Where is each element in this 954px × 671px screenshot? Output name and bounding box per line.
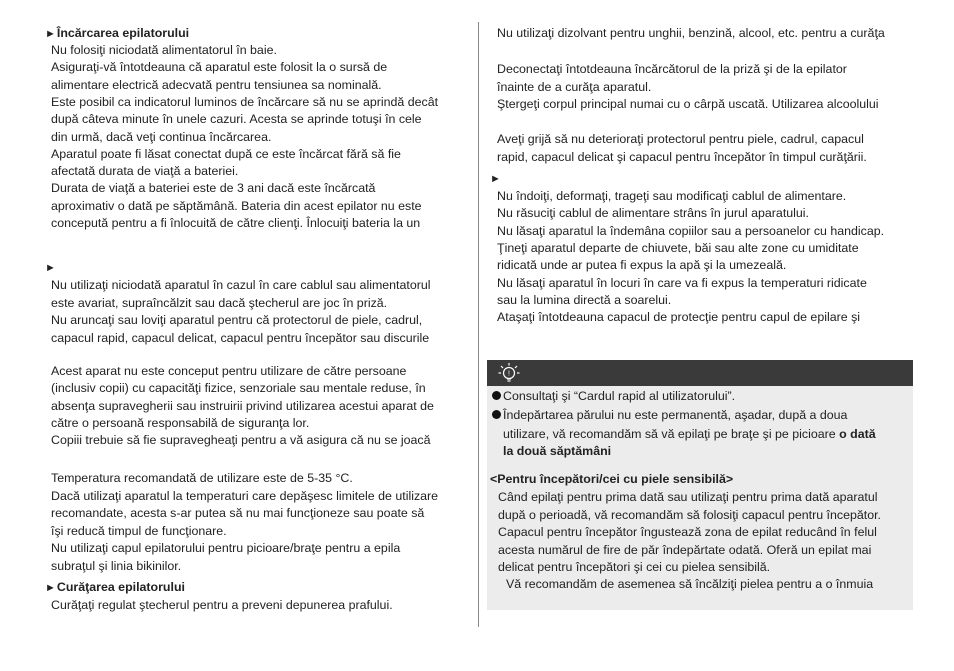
triangle-bullet-icon: ► <box>45 262 56 274</box>
bullet-dot-icon <box>492 391 501 400</box>
tip-last-line: Vă recomandăm de asemenea să încălziţi pielea pentru a o înmuia <box>506 577 874 591</box>
text-line: Când epilaţi pentru prima dată sau utilizaţi pentru prima dată aparatul <box>498 490 878 504</box>
text-line: Temperatura recomandată de utilizare este de 5-35 °C. <box>51 471 353 485</box>
text-line: Nu îndoiţi, deformaţi, trageţi sau modificaţi cablul de alimentare. <box>497 189 847 203</box>
svg-text:!: ! <box>508 370 510 378</box>
text-line: către o persoană responsabilă de siguranţa lor. <box>51 415 310 430</box>
text-line: acesta numărul de fire de păr îndepărtate odată. Oferă un epilat mai <box>498 542 872 557</box>
text-line: înainte de a curăţa aparatul. <box>497 79 652 94</box>
text-line: după o perioadă, vă recomandăm să folosiţi capacul pentru începător. <box>498 507 881 522</box>
text-line: Nu lăsaţi aparatul la îndemâna copiilor sau a persoanelor cu handicap. <box>497 223 885 238</box>
text-line: absenţa supravegherii sau instruirii privind utilizarea acestui aparat de <box>51 398 434 413</box>
text-line: este avariat, supraîncălzit sau dacă ştecherul are joc în priză. <box>51 295 388 310</box>
text-line: Ataşaţi întotdeauna capacul de protecţie pentru capul de epilare şi <box>497 310 861 325</box>
tip-header-bar <box>487 360 913 386</box>
text-line: Aparatul poate fi lăsat conectat după ce este încărcat fără să fie <box>51 146 401 161</box>
text-line: după câteva minute în unele cazuri. Acesta se aprinde totuşi în cele <box>51 112 422 127</box>
tip-item-1: Consultaţi şi “Cardul rapid al utilizatorului”. <box>492 388 735 405</box>
text-line: Nu utilizaţi capul epilatorului pentru picioare/braţe pentru a epila <box>51 541 401 555</box>
text-line: subraţul şi linia bikinilor. <box>51 558 182 573</box>
text-line: Ţineţi aparatul departe de chiuvete, băi sau alte zone cu umiditate <box>497 240 859 255</box>
text-line: Nu răsuciţi cablul de alimentare strâns în jurul aparatului. <box>497 206 809 221</box>
text-line: rapid, capacul delicat şi capacul pentru începător în timpul curăţării. <box>497 149 867 164</box>
text-line: Nu lăsaţi aparatul în locuri în care va fi expus la temperaturi ridicate <box>497 275 867 290</box>
text-line: Nu folosiţi niciodată alimentatorul în baie. <box>51 43 277 57</box>
text-line: Aveţi grijă să nu deterioraţi protectorul pentru piele, cadrul, capacul <box>497 132 864 146</box>
triangle-marker-3 <box>490 170 502 188</box>
cleaning-heading: ►Curăţarea epilatorului <box>45 579 185 597</box>
tip-item-2-line1: Îndepărtarea părului nu este permanentă, aşadar, după a doua <box>492 407 847 424</box>
text-line: Ştergeţi corpul principal numai cu o cârpă uscată. Utilizarea alcoolului <box>497 97 879 111</box>
text-line: îşi reducă timpul de funcţionare. <box>51 523 227 538</box>
text-line: capacul rapid, capacul delicat, capacul pentru începător sau discurile <box>51 330 430 345</box>
text-line: delicat pentru începători şi cei cu pielea sensibilă. <box>498 560 771 574</box>
bullet-dot-icon <box>492 410 501 419</box>
tip-subheading: <Pentru începători/cei cu piele sensibilă> <box>490 472 734 486</box>
text-line: Curăţaţi regulat ştecherul pentru a preveni depunerea prafului. <box>51 598 393 612</box>
text-line: (inclusiv copii) cu capacităţi fizice, senzoriale sau mentale reduse, în <box>51 381 426 396</box>
tip-item-2-line3: la două săptămâni <box>503 444 612 458</box>
tip-item-2-line2: utilizare, vă recomandăm să vă epilaţi pe braţe şi pe picioare o dată <box>503 427 876 441</box>
text-line: Acest aparat nu este conceput pentru utilizare de către persoane <box>51 364 407 378</box>
lightbulb-icon <box>497 361 521 385</box>
text-line: Copiii trebuie să fie supravegheaţi pentru a vă asigura că nu se joacă <box>51 433 431 448</box>
text-line: concepută pentru a fi înlocuită de către clienţi. Înlocuiţi bateria la un <box>51 216 421 230</box>
charging-heading: ►Încărcarea epilatorului <box>45 25 189 43</box>
text-line: aproximativ o dată pe săptămână. Bateria din acest epilator nu este <box>51 198 422 213</box>
triangle-bullet-icon: ► <box>45 28 56 40</box>
text-line: Este posibil ca indicatorul luminos de încărcare să nu se aprindă decât <box>51 94 439 109</box>
text-line: din urmă, dacă veţi continua încărcarea. <box>51 129 272 144</box>
triangle-marker-2 <box>45 259 57 277</box>
text-line: Durata de viaţă a bateriei este de 3 ani dacă este încărcată <box>51 181 376 196</box>
text-line: Asiguraţi-vă întotdeauna că aparatul este folosit la o sursă de <box>51 60 388 75</box>
text-line: Nu aruncaţi sau loviţi aparatul pentru că protectorul de piele, cadrul, <box>51 313 423 327</box>
text-line: Nu utilizaţi niciodată aparatul în cazul în care cablul sau alimentatorul <box>51 278 431 292</box>
text-line: Deconectaţi întotdeauna încărcătorul de la priză şi de la epilator <box>497 62 847 76</box>
triangle-bullet-icon: ► <box>45 582 56 594</box>
text-line: Capacul pentru începător îngustează zona de epilat reducând în felul <box>498 525 877 539</box>
triangle-bullet-icon: ► <box>490 173 501 185</box>
text-line: Nu utilizaţi dizolvant pentru unghii, benzină, alcool, etc. pentru a curăţa <box>497 26 885 40</box>
text-line: sau la lumina directă a soarelui. <box>497 292 672 307</box>
column-divider <box>478 22 479 627</box>
text-line: recomandate, acesta s-ar putea să nu mai funcţioneze sau poate să <box>51 506 425 520</box>
text-line: Dacă utilizaţi aparatul la temperaturi care depăşesc limitele de utilizare <box>51 488 439 503</box>
text-line: alimentare electrică adecvată pentru tensiunea sa nominală. <box>51 77 382 92</box>
text-line: afectată durata de viaţă a bateriei. <box>51 164 239 179</box>
text-line: ridicată unde ar putea fi expus la apă şi la umezeală. <box>497 258 787 273</box>
